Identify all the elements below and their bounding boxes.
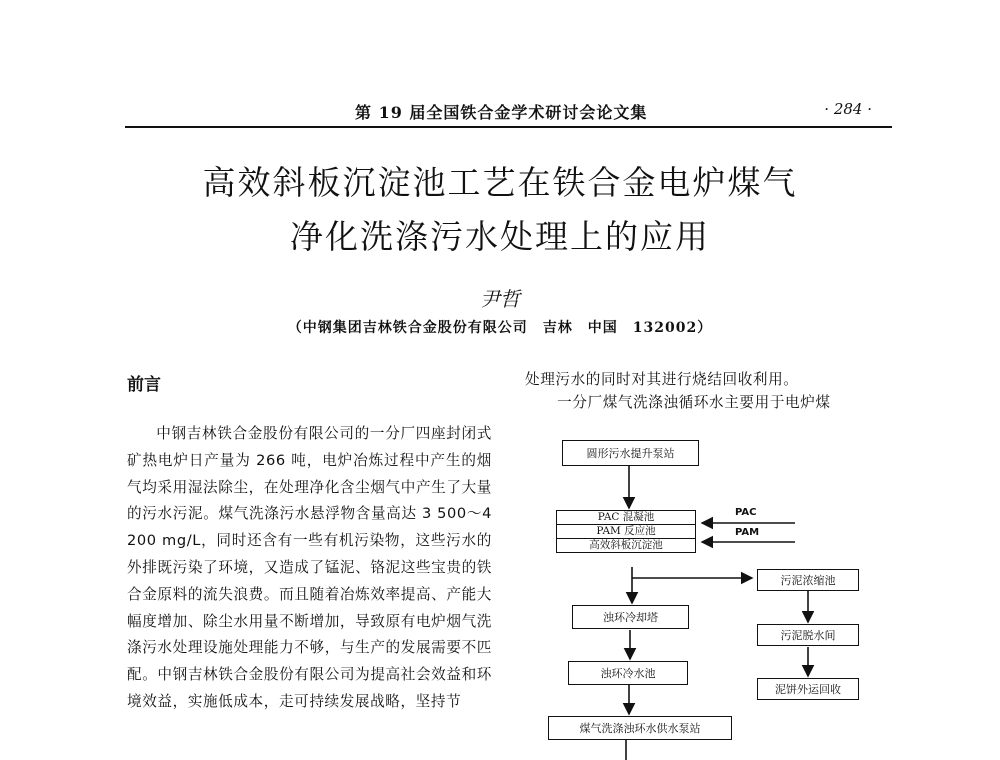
author-name: 尹哲 (480, 287, 520, 311)
stack-pam-reaction: PAM 反应池 (557, 525, 695, 539)
input-pac-label: PAC (735, 507, 757, 518)
stack-pac-coagulation: PAC 混凝池 (557, 511, 695, 525)
right-line-2: 一分厂煤气洗涤浊循环水主要用于电炉煤 (557, 394, 831, 411)
box-supply-pump-station: 煤气洗涤浊环水供水泵站 (548, 716, 732, 740)
box-cold-pool: 浊环冷水池 (568, 661, 688, 685)
paper-title-line-1: 高效斜板沉淀池工艺在铁合金电炉煤气 (202, 163, 798, 202)
body-paragraph: 中钢吉林铁合金股份有限公司的一分厂四座封闭式矿热电炉日产量为 266 吨，电炉冶炼过程中产生的烟气均采用湿法除尘，在处理净化含尘烟气中产生了大量的污水污泥。煤气洗涤污水悬浮物含量高达 3 500～4 200 mg/L，同时还含有一些有机污染物，这些污水的外排既污染了环境，又造成了锰泥、铬泥这些宝贵的铁合金原料的流失浪费。而且随着冶炼效率提高、产能大幅度增加、除尘水用量不断增加，导致原有电炉烟气洗涤污水处理设施处理能力不够，与生产的发展需要不匹配。中钢吉林铁合金股份有限公司为提高社会效益和环境效益，实施低成本，走可持续发展战略，坚持节 (127, 425, 492, 710)
paper-title-line-2: 净化洗涤污水处理上的应用 (290, 217, 710, 256)
running-title: 第 19 届全国铁合金学术研讨会论文集 (355, 103, 648, 122)
input-pam-label: PAM (735, 527, 760, 538)
section-heading: 前言 (127, 375, 161, 395)
box-cooling-tower: 浊环冷却塔 (572, 605, 689, 629)
box-pump-station: 圆形污水提升泵站 (562, 440, 699, 466)
page-number: · 284 · (824, 100, 872, 118)
box-sludge-thickener: 污泥浓缩池 (757, 569, 859, 591)
right-line-1: 处理污水的同时对其进行烧结回收利用。 (525, 371, 799, 388)
treatment-stack (556, 510, 696, 553)
stack-inclined-plate-settler: 高效斜板沉淀池 (589, 539, 663, 551)
box-sludge-dewatering: 污泥脱水间 (757, 624, 859, 646)
author-affiliation: （中钢集团吉林铁合金股份有限公司 吉林 中国 132002） (287, 320, 713, 336)
box-cake-recovery: 泥饼外运回收 (757, 678, 859, 700)
